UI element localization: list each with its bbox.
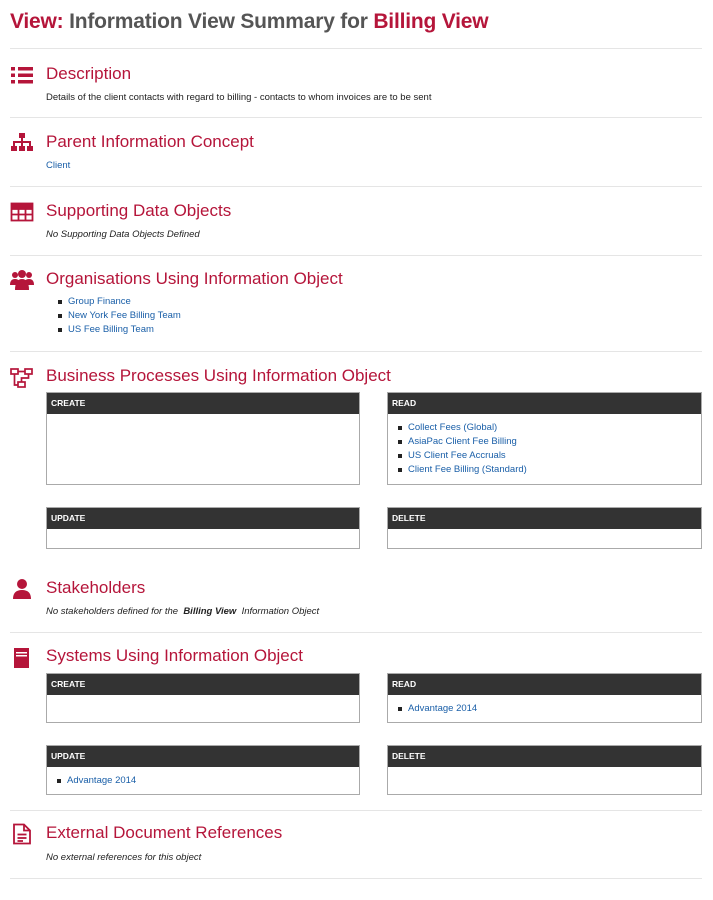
divider: [10, 632, 702, 633]
section-title-organisations: Organisations Using Information Object: [46, 269, 343, 288]
section-title-supporting: Supporting Data Objects: [46, 201, 232, 220]
list-icon: [10, 64, 34, 86]
divider: [10, 255, 702, 256]
processes-create-panel: [46, 392, 360, 485]
page-title: [10, 10, 488, 34]
section-title-processes: Business Processes Using Information Object: [46, 366, 391, 385]
system-link[interactable]: Advantage 2014: [408, 703, 478, 714]
organisation-link[interactable]: Group Finance: [68, 296, 131, 307]
section-title-parent: Parent Information Concept: [46, 132, 254, 151]
table-icon: [10, 201, 34, 223]
section-title-external: External Document References: [46, 823, 283, 842]
user-icon: [10, 578, 34, 600]
panel-header: UPDATE: [47, 746, 359, 767]
systems-create-panel: [46, 673, 360, 723]
users-icon: [10, 269, 34, 291]
organisation-link[interactable]: US Fee Billing Team: [68, 324, 154, 335]
panel-header: DELETE: [388, 508, 701, 529]
process-link[interactable]: US Client Fee Accruals: [408, 450, 506, 461]
divider: [10, 117, 702, 118]
organisations-list: [58, 295, 181, 337]
panel-header: UPDATE: [47, 508, 359, 529]
systems-read-panel: [387, 673, 702, 723]
stakeholders-pre: No stakeholders defined for the: [46, 606, 179, 617]
list-item: [398, 435, 701, 449]
supporting-empty-text: No Supporting Data Objects Defined: [46, 229, 200, 240]
list-item: [398, 702, 701, 716]
list-item: [398, 463, 701, 477]
organisation-link[interactable]: New York Fee Billing Team: [68, 310, 181, 321]
panel-header: READ: [388, 393, 701, 414]
divider: [10, 186, 702, 187]
process-link[interactable]: Client Fee Billing (Standard): [408, 464, 527, 475]
system-link[interactable]: Advantage 2014: [67, 775, 137, 786]
systems-update-panel: [46, 745, 360, 795]
stakeholders-view-name: Billing View: [183, 606, 237, 617]
divider: [10, 48, 702, 49]
list-item: [57, 774, 359, 788]
process-link[interactable]: AsiaPac Client Fee Billing: [408, 436, 517, 447]
sitemap-icon: [10, 132, 34, 154]
section-title-systems: Systems Using Information Object: [46, 646, 303, 665]
title-view-name: Billing View: [373, 10, 489, 33]
process-flow-icon: [10, 367, 34, 389]
list-item: [58, 309, 181, 323]
systems-update-list: [57, 774, 359, 788]
panel-header: CREATE: [47, 674, 359, 695]
panel-header: CREATE: [47, 393, 359, 414]
systems-delete-panel: [387, 745, 702, 795]
systems-read-list: [398, 702, 701, 716]
panel-header: READ: [388, 674, 701, 695]
document-icon: [10, 823, 34, 845]
panel-header: DELETE: [388, 746, 701, 767]
description-text: Details of the client contacts with regard to billing - contacts to whom invoices are to be sent: [46, 92, 432, 103]
parent-concept-link[interactable]: Client: [46, 160, 71, 171]
stakeholders-empty-text: [46, 606, 319, 617]
list-item: [398, 449, 701, 463]
server-icon: [10, 647, 34, 669]
process-link[interactable]: Collect Fees (Global): [408, 422, 498, 433]
section-title-stakeholders: Stakeholders: [46, 578, 146, 597]
processes-read-list: [398, 421, 701, 477]
divider: [10, 878, 702, 879]
list-item: [398, 421, 701, 435]
processes-update-panel: [46, 507, 360, 549]
title-prefix: View:: [10, 10, 64, 33]
processes-read-panel: [387, 392, 702, 485]
list-item: [58, 295, 181, 309]
divider: [10, 351, 702, 352]
stakeholders-post: Information Object: [241, 606, 320, 617]
processes-delete-panel: [387, 507, 702, 549]
list-item: [58, 323, 181, 337]
divider: [10, 810, 702, 811]
section-title-description: Description: [46, 64, 132, 83]
title-middle: Information View Summary for: [69, 10, 368, 33]
external-empty-text: No external references for this object: [46, 852, 202, 863]
